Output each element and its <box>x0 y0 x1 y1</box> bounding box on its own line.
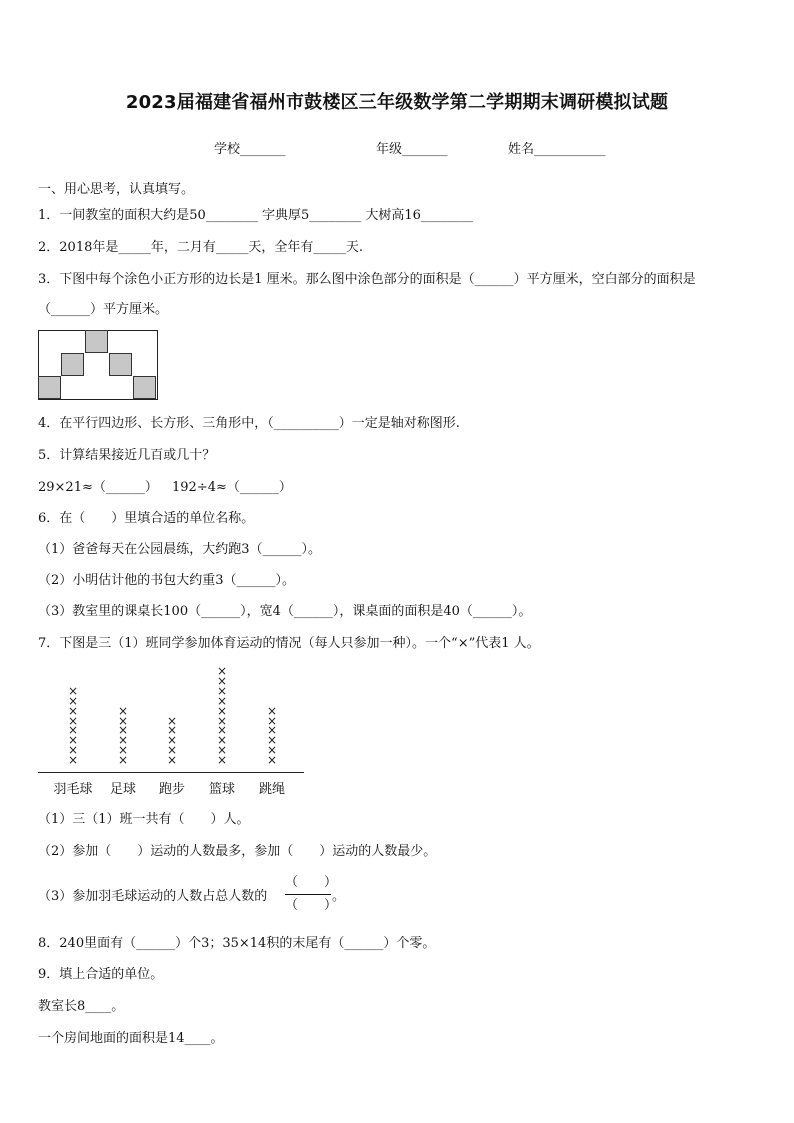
tally-mark: × <box>267 753 278 768</box>
tally-mark: × <box>68 713 79 728</box>
question-7-1: （1）三（1）班一共有（ ）人。 <box>38 812 250 827</box>
school-field[interactable]: 学校_______ <box>214 142 286 157</box>
tally-mark: × <box>217 723 228 738</box>
category-label: 足球 <box>110 782 137 797</box>
question-7: 7．下图是三（1）班同学参加体育运动的情况（每人只参加一种）。一个“×”代表1 人。 <box>38 636 540 651</box>
tally-mark: × <box>217 753 228 768</box>
question-6-3: （3）教室里的课桌长100（______），宽4（______），课桌面的面积是40（______）。 <box>38 604 532 619</box>
question-6-2: （2）小明估计他的书包大约重3（______）。 <box>38 573 296 588</box>
tally-mark: × <box>217 693 228 708</box>
tally-mark: × <box>167 733 178 748</box>
tally-mark: × <box>217 733 228 748</box>
tally-mark: × <box>167 713 178 728</box>
name-field[interactable]: 姓名___________ <box>508 142 606 157</box>
question-3-line1: 3．下图中每个涂色小正方形的边长是1 厘米。那么图中涂色部分的面积是（______）平方厘米，空白部分的面积是 <box>38 272 696 287</box>
tally-mark: × <box>167 743 178 758</box>
grade-field[interactable]: 年级_______ <box>376 142 448 157</box>
tally-mark: × <box>68 693 79 708</box>
category-label: 跑步 <box>159 782 186 797</box>
tally-mark: × <box>217 743 228 758</box>
shaded-square <box>109 353 132 376</box>
question-6: 6．在（ ）里填合适的单位名称。 <box>38 511 255 526</box>
question-9: 9．填上合适的单位。 <box>38 967 164 982</box>
answer-fraction <box>285 875 338 915</box>
shaded-squares-figure <box>38 330 158 400</box>
tally-mark: × <box>217 683 228 698</box>
tally-mark: × <box>167 753 178 768</box>
tally-mark: × <box>118 743 129 758</box>
section-heading: 一、用心思考，认真填写。 <box>38 182 195 197</box>
question-2: 2．2018年是_____年，二月有_____天，全年有_____天. <box>38 240 363 255</box>
tally-mark: × <box>118 733 129 748</box>
tally-mark: × <box>68 743 79 758</box>
tally-mark: × <box>68 723 79 738</box>
tally-mark: × <box>217 713 228 728</box>
question-8: 8．240里面有（______）个3；35×14积的末尾有（______）个零。 <box>38 936 436 951</box>
question-7-3: （3）参加羽毛球运动的人数占总人数的 <box>38 889 268 904</box>
page-title: 2023届福建省福州市鼓楼区三年级数学第二学期期末调研模拟试题 <box>125 92 669 113</box>
category-label: 跳绳 <box>259 782 286 797</box>
question-9-b: 一个房间地面的面积是14____。 <box>38 1031 224 1046</box>
tally-mark: × <box>267 703 278 718</box>
tally-mark: × <box>267 733 278 748</box>
shaded-square <box>38 376 61 399</box>
question-7-3-end: 。 <box>332 889 346 904</box>
question-5-b: 192÷4≈（______） <box>172 480 292 495</box>
fraction-denominator[interactable]: （ ） <box>285 898 338 913</box>
tally-mark: × <box>267 723 278 738</box>
tally-mark: × <box>118 723 129 738</box>
question-7-2: （2）参加（ ）运动的人数最多，参加（ ）运动的人数最少。 <box>38 844 437 859</box>
question-9-a: 教室长8____。 <box>38 999 125 1014</box>
question-5: 5．计算结果接近几百或几十？ <box>38 448 216 463</box>
shaded-square <box>85 330 108 353</box>
tally-mark: × <box>217 703 228 718</box>
shaded-square <box>133 376 156 399</box>
tally-mark: × <box>68 703 79 718</box>
tally-mark: × <box>118 713 129 728</box>
question-3-line2: （______）平方厘米。 <box>38 302 169 317</box>
tally-mark: × <box>217 673 228 688</box>
tally-mark: × <box>217 664 228 678</box>
fraction-bar <box>285 894 331 895</box>
question-6-1: （1）爸爸每天在公园晨练，大约跑3（______）。 <box>38 542 322 557</box>
category-label: 羽毛球 <box>53 782 93 797</box>
tally-mark: × <box>167 723 178 738</box>
tally-mark: × <box>267 713 278 728</box>
tally-mark: × <box>68 683 79 698</box>
question-5-a: 29×21≈（______） <box>38 480 158 495</box>
shaded-square <box>61 353 84 376</box>
chart-baseline <box>38 772 304 773</box>
tally-mark: × <box>68 753 79 768</box>
fraction-numerator[interactable]: （ ） <box>285 875 338 890</box>
tally-mark: × <box>267 743 278 758</box>
tally-mark: × <box>118 753 129 768</box>
question-1: 1．一间教室的面积大约是50________ 字典厚5________ 大树高16________ <box>38 208 473 223</box>
question-4: 4．在平行四边形、长方形、三角形中，（__________）一定是轴对称图形. <box>38 416 460 431</box>
tally-mark: × <box>68 733 79 748</box>
tally-mark: × <box>118 703 129 718</box>
category-label: 篮球 <box>209 782 236 797</box>
